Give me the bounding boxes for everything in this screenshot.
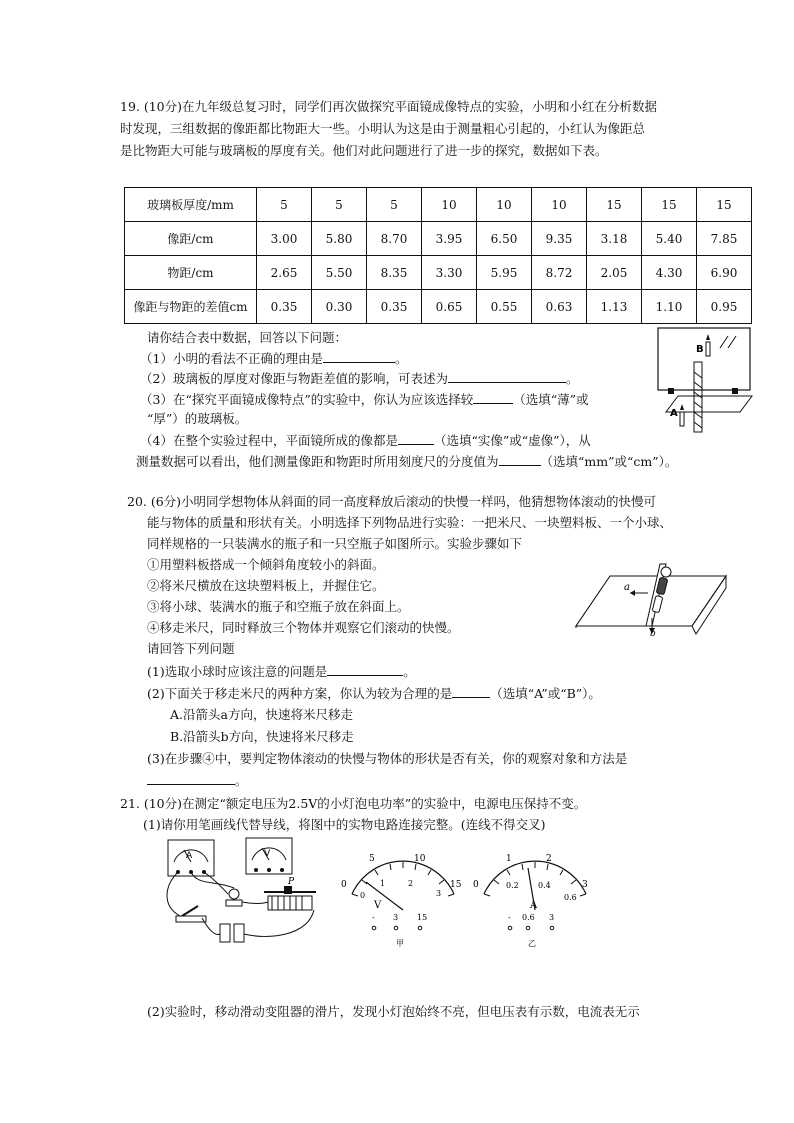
table-cell: 2.65 xyxy=(257,256,312,290)
table-row xyxy=(125,290,752,324)
answer-blank[interactable] xyxy=(473,390,513,404)
voltmeter-symbol: V xyxy=(264,849,271,859)
table-cell: 10 xyxy=(532,188,587,222)
table-cell: 9.35 xyxy=(532,222,587,256)
a-terminal-minus: - xyxy=(508,913,511,922)
q20-part-2: (2)下面关于移走米尺的两种方案，你认为较为合理的是 （选填“A”或“B”）。 xyxy=(147,686,601,701)
answer-blank[interactable] xyxy=(448,369,566,383)
table-cell: 5.95 xyxy=(477,256,532,290)
slider-label: P xyxy=(288,877,295,887)
table-cell: 6.50 xyxy=(477,222,532,256)
q20-line-1: 20. (6分)小明同学想物体从斜面的同一高度释放后滚动的快慢一样吗，他猜想物体滚动的快慢可 xyxy=(127,494,657,509)
q21-part-1: (1)请你用笔画线代替导线，将图中的实物电路连接完整。(连线不得交叉) xyxy=(143,817,546,832)
table-cell: 10 xyxy=(477,188,532,222)
answer-blank[interactable] xyxy=(323,349,395,363)
q19-part-4: （4）在整个实验过程中，平面镜所成的像都是 （选填“实像”或“虚像”），从 xyxy=(140,433,591,448)
a-bottom-04: 0.4 xyxy=(538,881,551,890)
q20-line-2: 能与物体的质量和形状有关。小明选择下列物品进行实验：一把米尺、一块塑料板、一个小球、 xyxy=(147,515,673,530)
q20-step-3: ③将小球、装满水的瓶子和空瓶子放在斜面上。 xyxy=(147,599,410,614)
answer-blank[interactable] xyxy=(327,662,403,676)
q20-part-3-blank: 。 xyxy=(147,771,248,790)
q19-intro: 请你结合表中数据，回答以下问题： xyxy=(147,330,348,345)
table-cell: 10 xyxy=(422,188,477,222)
row-label: 物距/cm xyxy=(125,256,257,290)
arrow-b-label: b xyxy=(650,629,656,638)
table-cell: 3.18 xyxy=(587,222,642,256)
row-label: 玻璃板厚度/mm xyxy=(125,188,257,222)
table-cell: 5 xyxy=(312,188,367,222)
answer-blank[interactable] xyxy=(452,684,490,698)
a-unit: A xyxy=(530,900,538,911)
table-cell: 5.80 xyxy=(312,222,367,256)
v-unit: V xyxy=(374,900,382,911)
table-cell: 15 xyxy=(697,188,752,222)
a-terminal-06: 0.6 xyxy=(522,913,535,922)
table-cell: 6.90 xyxy=(697,256,752,290)
q20-line-3: 同样规格的一只装满水的瓶子和一只空瓶子如图所示。实验步骤如下 xyxy=(147,536,523,551)
table-cell: 1.13 xyxy=(587,290,642,324)
v-right-15: 15 xyxy=(450,880,462,890)
table-cell: 5.40 xyxy=(642,222,697,256)
q20-part-1: (1)选取小球时应该注意的问题是 。 xyxy=(147,664,416,679)
table-cell: 0.35 xyxy=(257,290,312,324)
table-cell: 5 xyxy=(367,188,422,222)
table-cell: 0.30 xyxy=(312,290,367,324)
v-bottom-2: 2 xyxy=(408,879,414,888)
answer-blank[interactable] xyxy=(147,771,235,785)
v-top-10: 10 xyxy=(414,854,426,864)
a-top-1: 1 xyxy=(506,854,512,864)
a-inner-right: 0.6 xyxy=(564,893,577,902)
a-top-2: 2 xyxy=(546,854,552,864)
table-cell: 0.55 xyxy=(477,290,532,324)
q20-ask: 请回答下列问题 xyxy=(147,641,235,656)
table-cell: 5.50 xyxy=(312,256,367,290)
table-cell: 3.95 xyxy=(422,222,477,256)
table-cell: 15 xyxy=(642,188,697,222)
row-label: 像距/cm xyxy=(125,222,257,256)
v-terminal-minus: - xyxy=(372,913,375,922)
incline-figure xyxy=(574,556,728,638)
v-bottom-3: 3 xyxy=(436,889,442,898)
v-left-0: 0 xyxy=(341,880,347,890)
ammeter-dial xyxy=(470,850,598,950)
table-cell: 5 xyxy=(257,188,312,222)
q19-line-2: 时发现，三组数据的像距都比物距大一些。小明认为这是由于测量粗心引起的，小红认为像距总 xyxy=(120,121,646,136)
table-cell: 8.72 xyxy=(532,256,587,290)
label-b: B xyxy=(696,344,704,355)
table-cell: 4.30 xyxy=(642,256,697,290)
table-row xyxy=(125,222,752,256)
table-cell: 8.35 xyxy=(367,256,422,290)
table-cell: 15 xyxy=(587,188,642,222)
a-caption: 乙 xyxy=(528,939,536,948)
q19-part-1: （1）小明的看法不正确的理由是 。 xyxy=(140,351,408,366)
table-cell: 0.35 xyxy=(367,290,422,324)
a-bottom-02: 0.2 xyxy=(506,881,519,890)
table-cell: 3.00 xyxy=(257,222,312,256)
a-left-0: 0 xyxy=(473,880,479,890)
q20-step-1: ①用塑料板搭成一个倾斜角度较小的斜面。 xyxy=(147,557,385,572)
row-label: 像距与物距的差值cm xyxy=(125,290,257,324)
a-right-3: 3 xyxy=(582,880,588,890)
voltmeter-dial xyxy=(338,850,466,950)
q21-part-2: (2)实验时，移动滑动变阻器的滑片，发现小灯泡始终不亮，但电压表有示数，电流表无示 xyxy=(147,1004,640,1019)
answer-blank[interactable] xyxy=(398,431,434,445)
v-caption: 甲 xyxy=(396,939,404,948)
a-terminal-3: 3 xyxy=(549,913,555,922)
q20-option-a: A.沿箭头a方向，快速将米尺移走 xyxy=(170,707,353,722)
ammeter-symbol: A xyxy=(186,851,193,861)
table-cell: 0.95 xyxy=(697,290,752,324)
v-bottom-1: 1 xyxy=(380,879,386,888)
table-cell: 2.05 xyxy=(587,256,642,290)
q19-part-4-cont: 测量数据可以看出，他们测量像距和物距时所用刻度尺的分度值为 （选填“mm”或“cm”）。 xyxy=(136,454,678,469)
q20-step-4: ④移走米尺，同时释放三个物体并观察它们滚动的快慢。 xyxy=(147,620,460,635)
v-bottom-0: 0 xyxy=(360,891,366,900)
table-row xyxy=(125,256,752,290)
circuit-figure xyxy=(158,836,336,946)
q19-line-1: 19. (10分)在九年级总复习时，同学们再次做探究平面镜成像特点的实验，小明和小红在分析数据 xyxy=(120,99,658,114)
v-top-5: 5 xyxy=(369,854,375,864)
label-a: A xyxy=(670,408,678,419)
q19-data-table xyxy=(124,187,752,324)
v-terminal-3: 3 xyxy=(393,913,399,922)
table-cell: 8.70 xyxy=(367,222,422,256)
q19-part-3: （3）在“探究平面镜成像特点”的实验中，你认为应该选择较 （选填“薄”或 xyxy=(140,392,589,407)
q21-line-1: 21. (10分)在测定“额定电压为2.5V的小灯泡电功率”的实验中，电源电压保持不变。 xyxy=(120,796,587,811)
table-cell: 3.30 xyxy=(422,256,477,290)
table-cell: 0.63 xyxy=(532,290,587,324)
q19-line-3: 是比物距大可能与玻璃板的厚度有关。他们对此问题进行了进一步的探究，数据如下表。 xyxy=(120,143,608,158)
mirror-experiment-figure xyxy=(656,326,756,438)
table-cell: 7.85 xyxy=(697,222,752,256)
table-cell: 1.10 xyxy=(642,290,697,324)
q20-step-2: ②将米尺横放在这块塑料板上，并握住它。 xyxy=(147,578,385,593)
table-row xyxy=(125,188,752,222)
q20-part-3: (3)在步骤④中，要判定物体滚动的快慢与物体的形状是否有关，你的观察对象和方法是 xyxy=(147,751,628,766)
answer-blank[interactable] xyxy=(499,452,541,466)
v-terminal-15: 15 xyxy=(417,913,428,922)
arrow-a-label: a xyxy=(624,582,630,593)
q19-part-2: （2）玻璃板的厚度对像距与物距差值的影响，可表述为 。 xyxy=(140,371,579,386)
q19-part-3-cont: “厚”）的玻璃板。 xyxy=(147,411,248,426)
table-cell: 0.65 xyxy=(422,290,477,324)
q20-option-b: B.沿箭头b方向，快速将米尺移走 xyxy=(170,729,354,744)
